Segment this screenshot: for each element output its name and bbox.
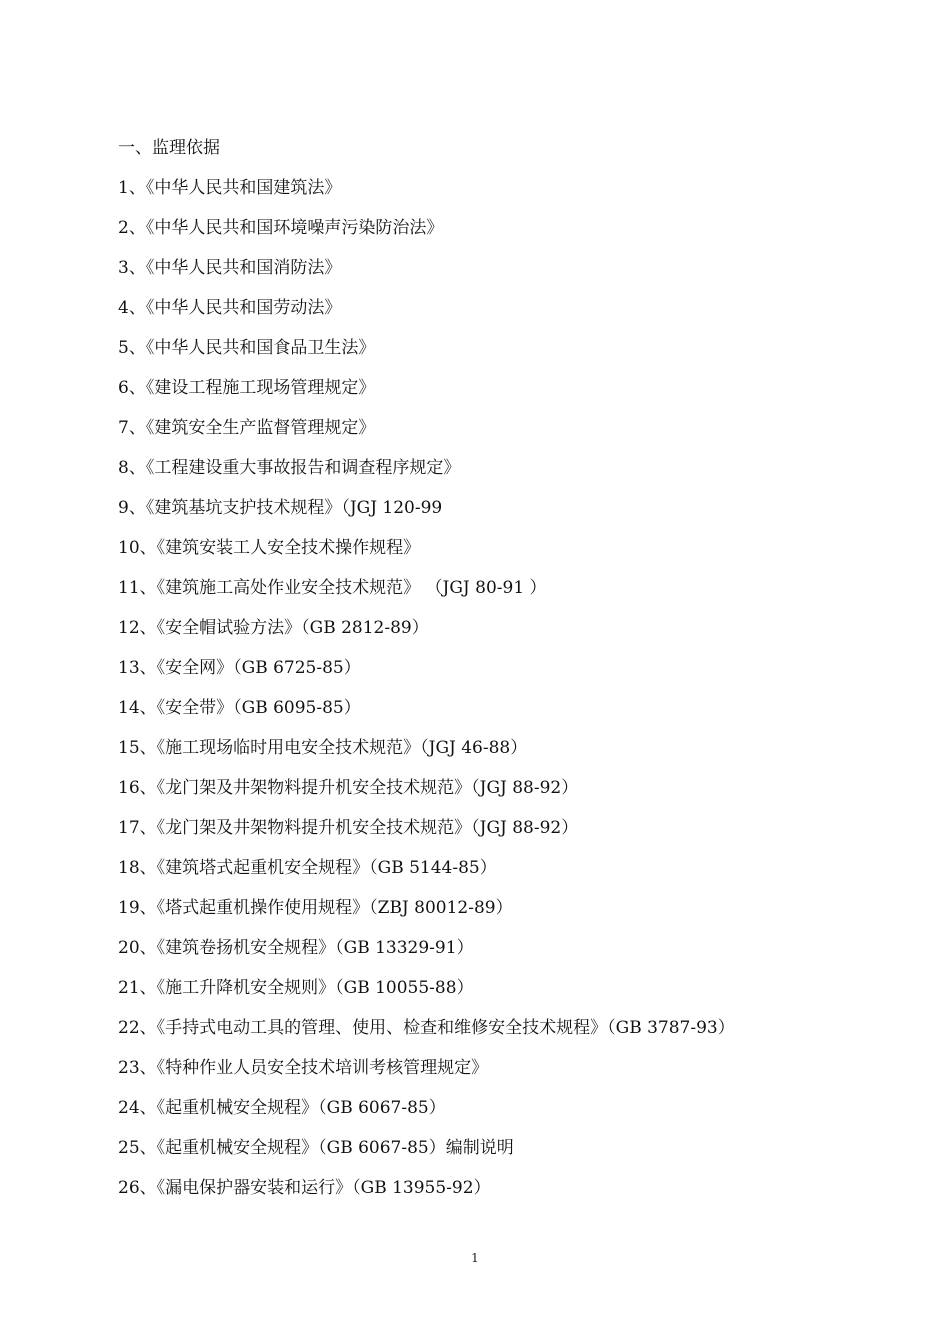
basis-list <box>118 136 878 1216</box>
list-item: 26、《漏电保护器安装和运行》（GB 13955-92） <box>118 1178 491 1198</box>
list-item: 22、《手持式电动工具的管理、使用、检查和维修安全技术规程》（GB 3787-93） <box>118 1018 735 1038</box>
list-item: 16、《龙门架及井架物料提升机安全技术规范》（JGJ 88-92） <box>118 778 579 798</box>
list-item: 1、《中华人民共和国建筑法》 <box>118 178 342 198</box>
list-item: 12、《安全帽试验方法》（GB 2812-89） <box>118 618 429 638</box>
list-item: 24、《起重机械安全规程》（GB 6067-85） <box>118 1098 446 1118</box>
list-item: 4、《中华人民共和国劳动法》 <box>118 298 342 318</box>
list-item: 2、《中华人民共和国环境噪声污染防治法》 <box>118 218 444 238</box>
page-number: 1 <box>471 1251 479 1265</box>
list-item: 3、《中华人民共和国消防法》 <box>118 258 342 278</box>
list-item: 7、《建筑安全生产监督管理规定》 <box>118 418 376 438</box>
list-item: 25、《起重机械安全规程》（GB 6067-85）编制说明 <box>118 1138 514 1158</box>
list-item: 17、《龙门架及井架物料提升机安全技术规范》（JGJ 88-92） <box>118 818 579 838</box>
list-item: 20、《建筑卷扬机安全规程》（GB 13329-91） <box>118 938 474 958</box>
list-item: 23、《特种作业人员安全技术培训考核管理规定》 <box>118 1058 489 1078</box>
list-item: 5、《中华人民共和国食品卫生法》 <box>118 338 376 358</box>
list-item: 8、《工程建设重大事故报告和调查程序规定》 <box>118 458 461 478</box>
list-item: 14、《安全带》（GB 6095-85） <box>118 698 361 718</box>
list-item: 10、《建筑安装工人安全技术操作规程》 <box>118 538 421 558</box>
list-item: 6、《建设工程施工现场管理规定》 <box>118 378 376 398</box>
list-item: 21、《施工升降机安全规则》（GB 10055-88） <box>118 978 474 998</box>
list-item: 13、《安全网》（GB 6725-85） <box>118 658 361 678</box>
list-item: 11、《建筑施工高处作业安全技术规范》 （JGJ 80-91 ） <box>118 578 547 598</box>
list-item: 19、《塔式起重机操作使用规程》（ZBJ 80012-89） <box>118 898 513 918</box>
list-item: 9、《建筑基坑支护技术规程》（JGJ 120-99 <box>118 498 443 518</box>
list-item: 18、《建筑塔式起重机安全规程》（GB 5144-85） <box>118 858 497 878</box>
section-heading: 一、监理依据 <box>118 138 220 158</box>
list-item: 15、《施工现场临时用电安全技术规范》（JGJ 46-88） <box>118 738 528 758</box>
